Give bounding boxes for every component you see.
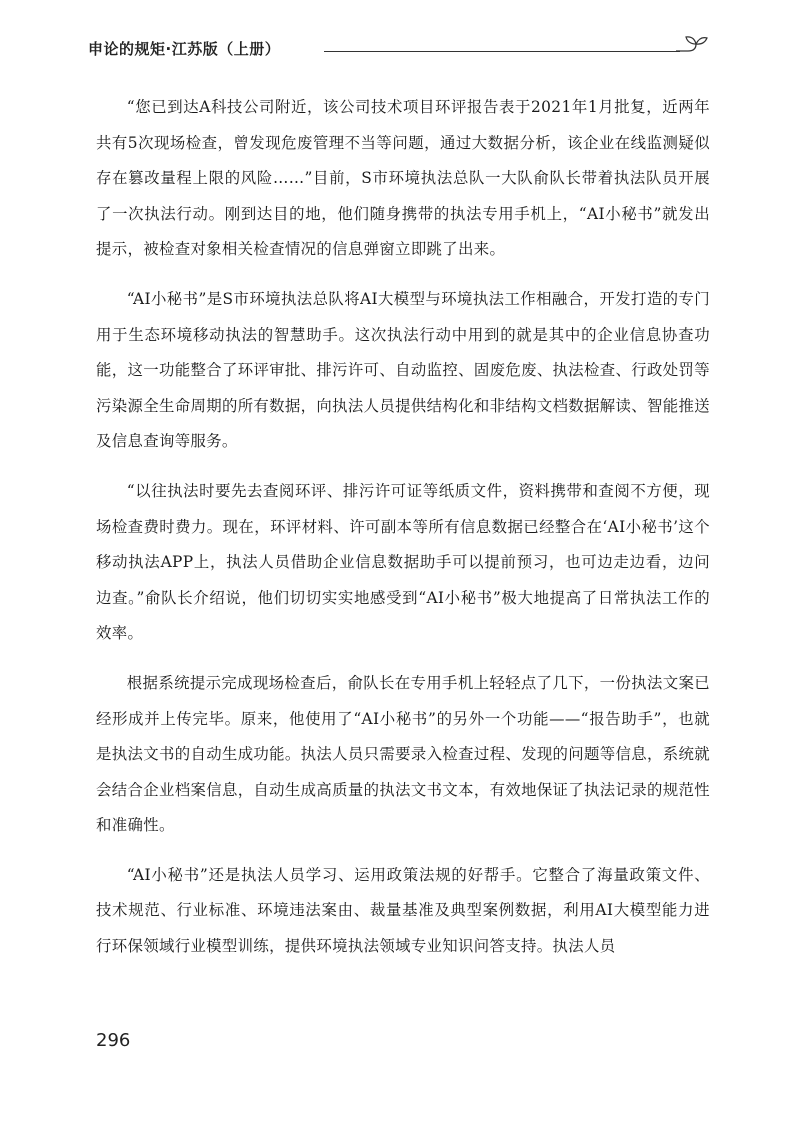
running-header xyxy=(88,34,708,62)
header-title: 申论的规矩·江苏版（上册） xyxy=(88,40,281,58)
paragraph-5: “AI小秘书”还是执法人员学习、运用政策法规的好帮手。它整合了海量政策文件、技术规范、行业标准、环境违法案由、裁量基准及典型案例数据，利用AI大模型能力进行环保领域行业模型训练，提供环境执法领域专业知识问答支持。执法人员 xyxy=(96,865,710,956)
body-text xyxy=(96,90,710,979)
paragraph-2: “AI小秘书”是S市环境执法总队将AI大模型与环境执法工作相融合，开发打造的专门用于生态环境移动执法的智慧助手。这次执法行动中用到的就是其中的企业信息协查功能，这一功能整合了环评审批、排污许可、自动监控、固废危废、执法检查、行政处罚等污染源全生命周期的所有数据，向执法人员提供结构化和非结构文档数据解读、智能推送及信息查询等服务。 xyxy=(96,289,710,451)
header-rule xyxy=(324,51,680,52)
paragraph-3: “以往执法时要先去查阅环评、排污许可证等纸质文件，资料携带和查阅不方便，现场检查费时费力。现在，环评材料、许可副本等所有信息数据已经整合在‘AI小秘书’这个移动执法APP上，执法人员借助企业信息数据助手可以提前预习，也可边走边看，边问边查。”俞队长介绍说，他们切切实实地感受到“AI小秘书”极大地提高了日常执法工作的效率。 xyxy=(96,481,710,643)
paragraph-4: 根据系统提示完成现场检查后，俞队长在专用手机上轻轻点了几下，一份执法文案已经形成并上传完毕。原来，他使用了“AI小秘书”的另外一个功能——“报告助手”，也就是执法文书的自动生成功能。执法人员只需要录入检查过程、发现的问题等信息，系统就会结合企业档案信息，自动生成高质量的执法文书文本，有效地保证了执法记录的规范性和准确性。 xyxy=(96,673,710,835)
page-number: 296 xyxy=(96,1030,131,1051)
paragraph-1: “您已到达A科技公司附近，该公司技术项目环评报告表于2021年1月批复，近两年共有5次现场检查，曾发现危废管理不当等问题，通过大数据分析，该企业在线监测疑似存在篡改量程上限的风险……”目前，S市环境执法总队一大队俞队长带着执法队员开展了一次执法行动。刚到达目的地，他们随身携带的执法专用手机上，“AI小秘书”就发出提示，被检查对象相关检查情况的信息弹窗立即跳了出来。 xyxy=(96,98,710,259)
sprout-icon xyxy=(674,34,710,60)
